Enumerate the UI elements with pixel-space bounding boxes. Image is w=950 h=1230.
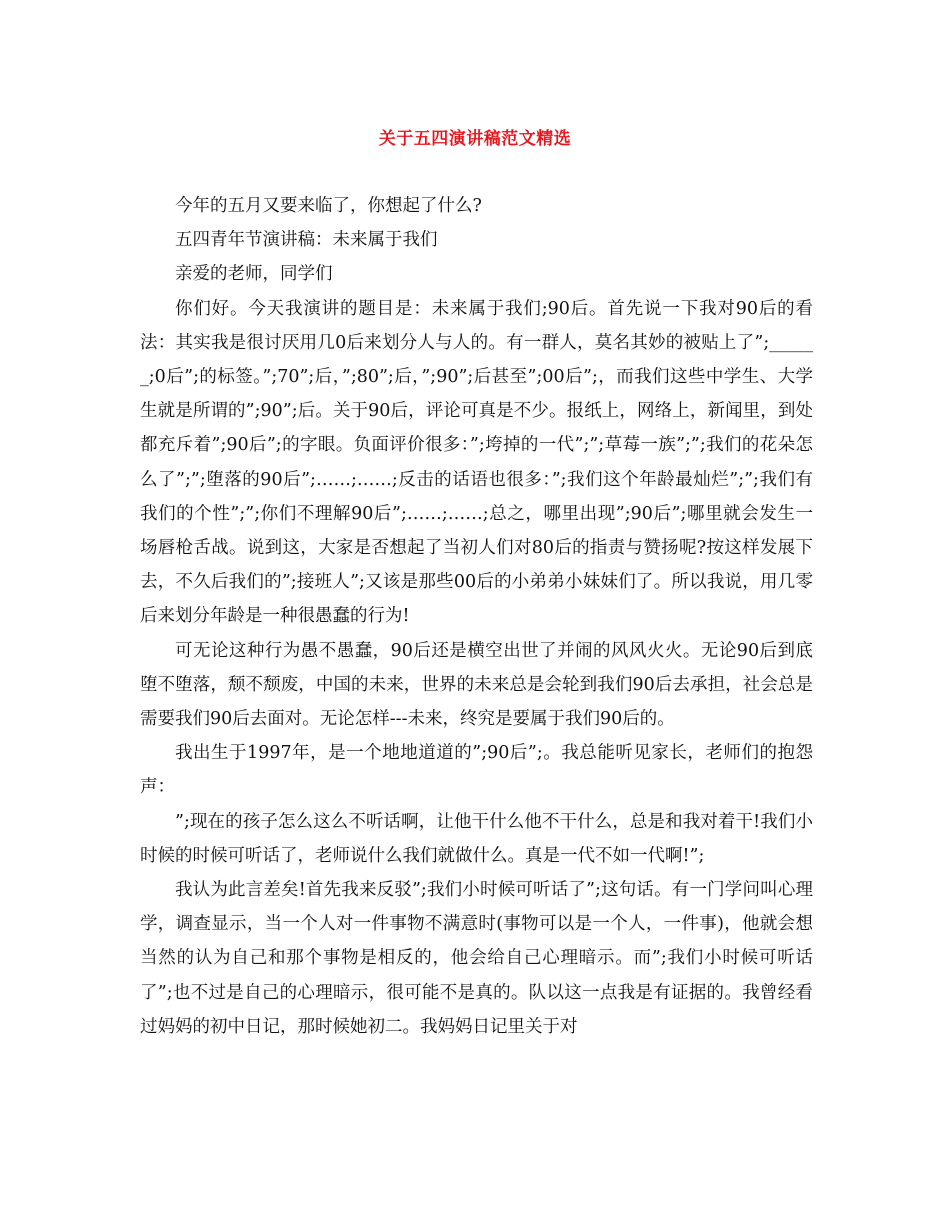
paragraph: ”;现在的孩子怎么这么不听话啊，让他干什么他不干什么，总是和我对着干!我们小时候的时候可听话了，老师说什么我们就做什么。真是一代不如一代啊!”; xyxy=(140,811,813,866)
paragraph: 可无论这种行为愚不愚蠢，90后还是横空出世了并闹的风风火火。无论90后到底堕不堕落，颓不颓废，中国的未来，世界的未来总是会轮到我们90后去承担，社会总是需要我们90后去面对。无论怎样---未来，终究是要属于我们90后的。 xyxy=(140,640,813,730)
document-body xyxy=(140,189,813,1044)
paragraph: 我出生于1997年，是一个地地道道的”;90后”;。我总能听见家长，老师们的抱怨声： xyxy=(140,743,813,798)
paragraph: 五四青年节演讲稿：未来属于我们 xyxy=(175,230,438,251)
document-title: 关于五四演讲稿范文精选 xyxy=(378,129,572,149)
paragraph: 你们好。今天我演讲的题目是：未来属于我们;90后。首先说一下我对90后的看法：其实我是很讨厌用几0后来划分人与人的。有一群人，莫名其妙的被贴上了”;______;0后”;的标签。”;70”;后，”;80”;后，”;90”;后甚至”;00后”;，而我们这些中学生、大学生就是所谓的”;90”;后。关于90后，评论可真是不少。报纸上，网络上，新闻里，到处都充斥着”;90后”;的字眼。负面评价很多：”;垮掉的一代”;”;草莓一族”;”;我们的花朵怎么了”;”;堕落的90后”;……;……;反击的话语也很多：”;我们这个年龄最灿烂”;”;我们有我们的个性”;”;你们不理解90后”;……;……;总之，哪里出现”;90后”;哪里就会发生一场唇枪舌战。说到这，大家是否想起了当初人们对80后的指责与赞扬呢?按这样发展下去，不久后我们的”;接班人”;又该是那些00后的小弟弟小妹妹们了。所以我说，用几零后来划分年龄是一种很愚蠢的行为! xyxy=(140,298,813,627)
paragraph: 亲爱的老师，同学们 xyxy=(175,264,333,285)
paragraph: 我认为此言差矣!首先我来反驳”;我们小时候可听话了”;这句话。有一门学问叫心理学，调查显示，当一个人对一件事物不满意时(事物可以是一个人，一件事)，他就会想当然的认为自己和那个事物是相反的，他会给自己心理暗示。而”;我们小时候可听话了”;也不过是自己的心理暗示，很可能不是真的。队以这一点我是有证据的。我曾经看过妈妈的初中日记，那时候她初二。我妈妈日记里关于对 xyxy=(140,880,813,1037)
paragraph: 今年的五月又要来临了，你想起了什么? xyxy=(175,196,482,216)
